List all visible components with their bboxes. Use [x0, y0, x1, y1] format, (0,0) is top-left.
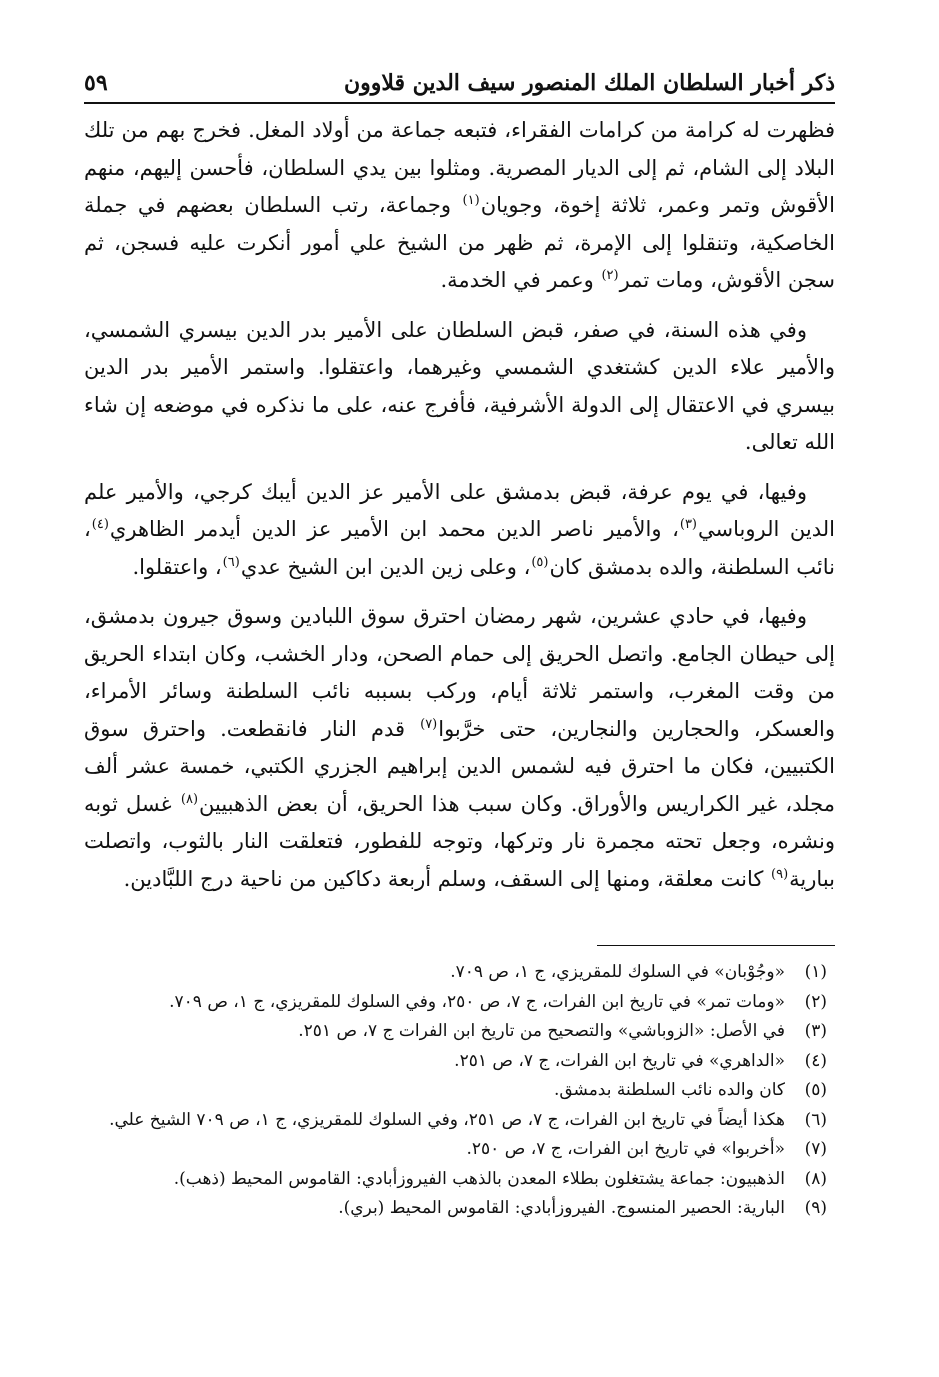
- footnote-ref-2[interactable]: (٢): [601, 268, 619, 283]
- footnote-number: (٢): [804, 991, 827, 1012]
- text-run: ، واعتقلوا.: [132, 554, 222, 579]
- footnote-number: (٧): [804, 1139, 827, 1159]
- footnote-divider: [597, 945, 835, 946]
- footnote-text: البارية: الحصير المنسوج. الفيروزأبادي: القاموس المحيط (بري).: [338, 1198, 785, 1218]
- main-text: [84, 112, 835, 910]
- footnote-1: [84, 958, 835, 988]
- text-run: فظهرت له كرامة من كرامات الفقراء، فتبعه جماعة من أولاد المغل. فخرج بهم من تلك البلاد إلى الشام، ثم إلى الديار المصرية. ومثلوا بين يدي السلطان، فأحسن إليهم، منهم الأقوش وتمر وعمر، ثلاثة إخوة، وجويان: [84, 118, 835, 217]
- footnote-ref-9[interactable]: (٩): [771, 866, 789, 882]
- text-run: ، وعلى زين الدين ابن الشيخ عدي: [240, 554, 531, 579]
- footnote-8: [84, 1165, 835, 1195]
- footnote-text: «أخربوا» في تاريخ ابن الفرات، ج ٧، ص ٢٥٠.: [466, 1139, 785, 1159]
- footnote-number: (٥): [804, 1080, 827, 1100]
- footnote-number: (٦): [804, 1109, 827, 1130]
- footnote-ref-6[interactable]: (٦): [222, 554, 240, 570]
- footnote-ref-8[interactable]: (٨): [180, 791, 199, 807]
- footnote-ref-3[interactable]: (٣): [679, 517, 697, 532]
- footnote-number: (٩): [804, 1198, 827, 1218]
- footnote-number: (١): [804, 962, 827, 982]
- footnote-number: (٨): [804, 1168, 827, 1189]
- text-run: وفي هذه السنة، في صفر، قبض السلطان على الأمير بدر الدين بيسري الشمسي، والأمير علاء الدين كشتغدي الشمسي وغيرهما، واعتقلوا. واستمر الأمير بدر الدين بيسري في الاعتقال إلى الدولة الأشرفية، فأفرج عنه، على ما نذكره في موضعه إن شاء الله تعالى.: [84, 317, 835, 454]
- running-header: [84, 60, 835, 104]
- text-run: ، والأمير ناصر الدين محمد ابن الأمير عز الدين أيدمر الظاهري: [109, 517, 679, 541]
- footnote-text: الذهبيون: جماعة يشتغلون بطلاء المعدن بالذهب الفيروزأبادي: القاموس المحيط (ذهب).: [173, 1168, 785, 1189]
- footnote-text: هكذا أيضاً في تاريخ ابن الفرات، ج ٧، ص ٢٥١، وفي السلوك للمقريزي، ج ١، ص ٧٠٩ الشيخ علي.: [109, 1109, 785, 1130]
- text-run: وفيها، في يوم عرفة، قبض بدمشق على الأمير عز الدين أيبك كرجي، والأمير علم الدين الروباسي: [84, 479, 835, 541]
- footnote-number: (٣): [804, 1021, 827, 1041]
- text-run: قدم النار فانقطعت. واحترق سوق الكتبيين، فكان ما احترق فيه لشمس الدين إبراهيم الجزري الكتبي، خمسة عشر ألف مجلد، غير الكراريس والأوراق. وكان سبب هذا الحريق، أن بعض الذهبيين: [84, 716, 835, 816]
- paragraph-1: [84, 112, 835, 300]
- footnote-2: [84, 988, 835, 1018]
- footnote-ref-4[interactable]: (٤): [91, 517, 109, 532]
- footnote-number: (٤): [804, 1050, 827, 1071]
- text-run: ، نائب السلطنة، والده بدمشق كان: [84, 517, 835, 579]
- paragraph-2: [84, 312, 835, 462]
- footnote-4: [84, 1047, 835, 1077]
- footnotes-list: [84, 958, 835, 1224]
- text-run: وفيها، في حادي عشرين، شهر رمضان احترق سوق اللبادين وسوق جيرون بدمشق، إلى حيطان الجامع. واتصل الحريق إلى حمام الصحن، ودار الخشب، وكان ابتداء الحريق من وقت المغرب، واستمر ثلاثة أيام، وركب بسببه نائب السلطنة وسائر الأمراء، والعسكر، والحجارين والنجارين، حتى خرَّبوا: [84, 604, 835, 741]
- text-run: وعمر في الخدمة.: [440, 268, 601, 292]
- footnote-ref-7[interactable]: (٧): [420, 716, 438, 732]
- footnote-9: [84, 1194, 835, 1224]
- footnote-text: «ومات تمر» في تاريخ ابن الفرات، ج ٧، ص ٢٥٠، وفي السلوك للمقريزي، ج ١، ص ٧٠٩.: [169, 991, 785, 1012]
- text-run: وجماعة، رتب السلطان بعضهم في جملة الخاصكية، وتنقلوا إلى الإمرة، ثم ظهر من الشيخ علي أمور أنكرت عليه فسجن، ثم سجن الأقوش، ومات تمر: [84, 193, 835, 292]
- paragraph-3: [84, 474, 835, 587]
- footnote-text: كان والده نائب السلطنة بدمشق.: [553, 1080, 785, 1100]
- paragraph-4: [84, 598, 835, 898]
- page-number: ٥٩: [84, 70, 108, 96]
- footnote-6: [84, 1106, 835, 1136]
- text-run: غسل ثوبه ونشره، وجعل تحته مجمرة نار وتركها، وتوجه للفطور، فتعلقت النار بالثوب، واتصلت ببارية: [84, 791, 835, 891]
- footnote-5: [84, 1076, 835, 1106]
- text-run: كانت معلقة، ومنها إلى السقف، وسلم أربعة دكاكين من ناحية درج اللبَّادين.: [123, 866, 771, 891]
- running-title: ذكر أخبار السلطان الملك المنصور سيف الدين قلاوون: [343, 70, 835, 96]
- footnote-text: «وجُوْبان» في السلوك للمقريزي، ج ١، ص ٧٠٩.: [450, 962, 785, 982]
- footnote-7: [84, 1135, 835, 1165]
- footnote-text: «الداهري» في تاريخ ابن الفرات، ج ٧، ص ٢٥١.: [454, 1050, 785, 1071]
- footnote-ref-1[interactable]: (١): [462, 193, 480, 208]
- footnote-text: في الأصل: «الزوباشي» والتصحيح من تاريخ ابن الفرات ج ٧، ص ٢٥١.: [298, 1021, 785, 1041]
- footnote-3: [84, 1017, 835, 1047]
- footnote-ref-5[interactable]: (٥): [531, 554, 549, 570]
